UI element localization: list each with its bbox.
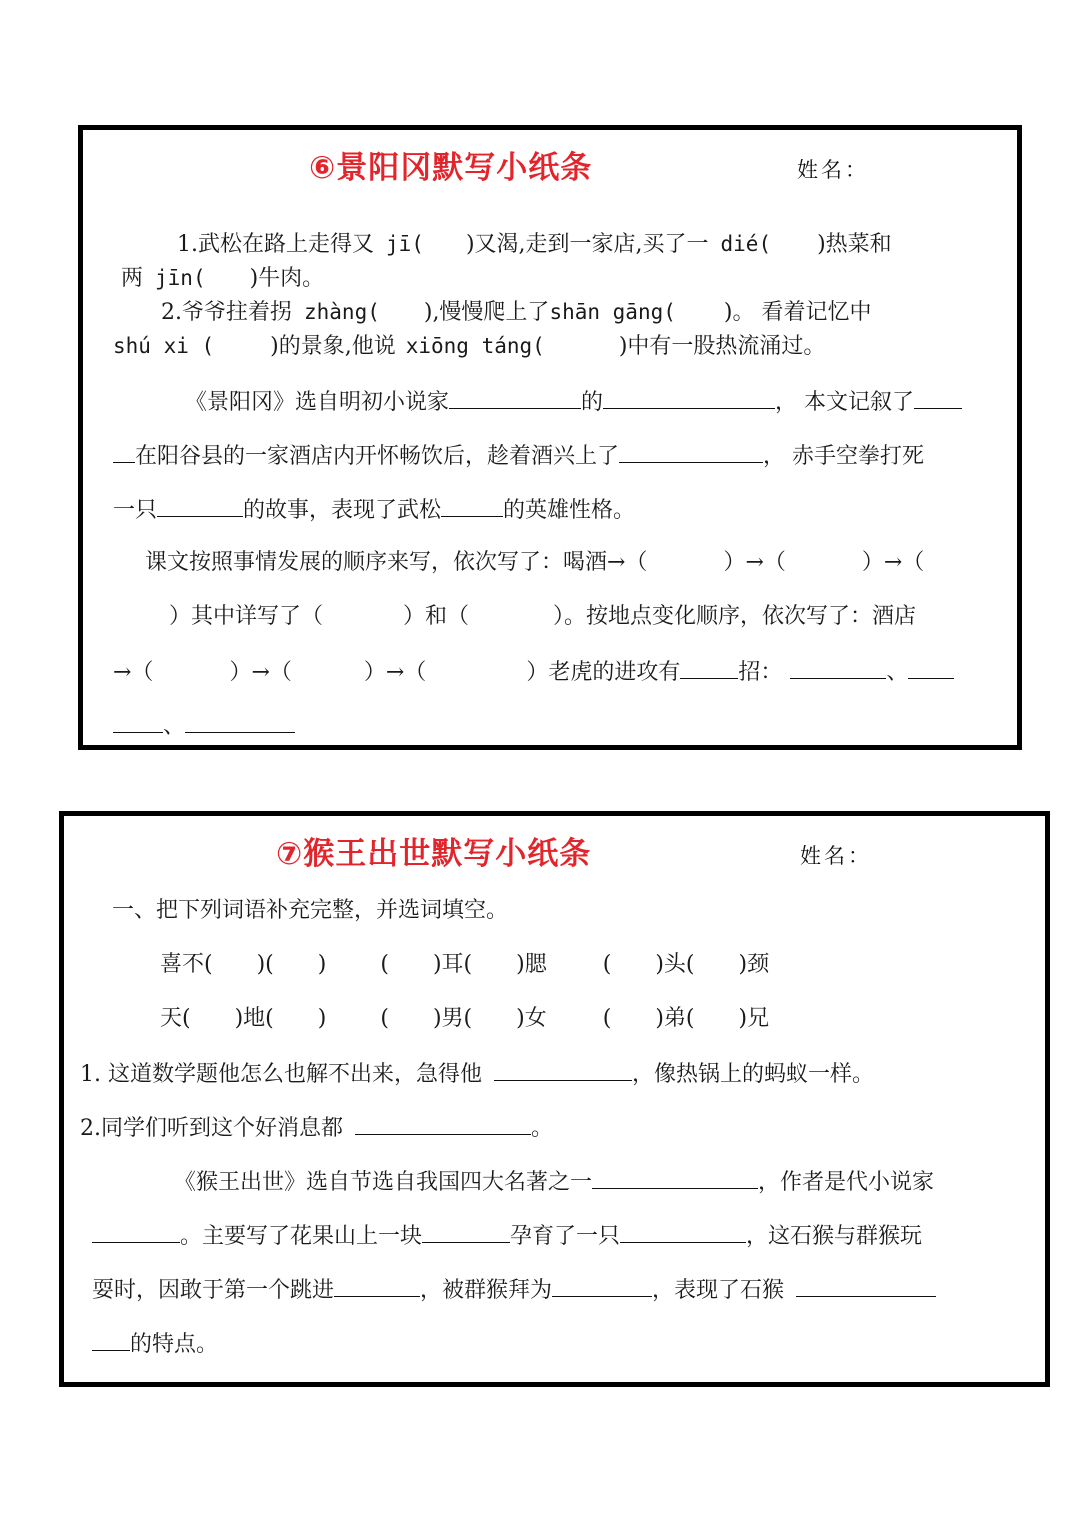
summary-line-6: →（ ）→（ ）→（ ）老虎的进攻有 招： 、 (113, 660, 954, 684)
fill-blank[interactable] (620, 1224, 746, 1243)
fill-blank[interactable] (157, 498, 243, 517)
summary-line-2: 在阳谷县的一家酒店内开怀畅饮后，趁着酒兴上了 ， 赤手空拳打死 (113, 444, 924, 468)
card-title: ⑥景阳冈默写小纸条 (309, 150, 593, 186)
idiom-row-2: 天( )地( ) ( )男( )女 ( )弟( )兄 (160, 1006, 770, 1031)
question-2-line-2: shú xi ( )的景象,他说 xiōng táng( )中有一股热流涌过。 (113, 334, 826, 359)
fill-blank[interactable] (619, 444, 763, 463)
fill-blank[interactable] (422, 1224, 510, 1243)
fill-blank[interactable] (113, 444, 135, 463)
pinyin: xiōng táng( (405, 334, 545, 358)
summary-line-1: 《猴王出世》选自节选自我国四大名著之一 ，作者是代小说家 (174, 1170, 935, 1195)
pinyin: shān gāng( (549, 300, 676, 324)
summary-line-3: 耍时，因敢于第一个跳进 ，被群猴拜为 ，表现了石猴 (92, 1278, 936, 1302)
section-heading: 一、把下列词语补充完整，并选词填空。 (112, 898, 509, 923)
fill-sentence-2: 2.同学们听到这个好消息都 。 (80, 1116, 554, 1141)
fill-blank[interactable] (441, 498, 503, 517)
summary-line-4: 课文按照事情发展的顺序来写，依次写了：喝酒→（ ）→（ ）→（ (145, 550, 925, 575)
summary-line-3: 一只 的故事，表现了武松 的英雄性格。 (113, 498, 636, 523)
fill-blank[interactable] (908, 660, 954, 679)
fill-blank[interactable] (592, 1170, 758, 1189)
card-title: ⑦猴王出世默写小纸条 (276, 836, 592, 872)
pinyin: dié( (720, 232, 772, 256)
fill-blank[interactable] (680, 660, 738, 679)
idiom-row-1: 喜不( )( ) ( )耳( )腮 ( )头( )颈 (160, 952, 770, 977)
question-1-line-1: 1.武松在路上走得又 jī( )又渴,走到一家店,买了一 dié( )热菜和 (177, 232, 892, 257)
fill-blank[interactable] (113, 714, 163, 733)
dictation-card-houwangchushi (59, 811, 1050, 1387)
fill-blank[interactable] (355, 1116, 531, 1135)
fill-blank[interactable] (494, 1062, 632, 1081)
pinyin: shú xi ( (113, 334, 215, 358)
fill-blank[interactable] (914, 390, 962, 409)
summary-line-2: 。主要写了花果山上一块 孕育了一只 ，这石猴与群猴玩 (92, 1224, 922, 1248)
dictation-card-jingyanggang (78, 125, 1022, 750)
summary-line-1: 《景阳冈》选自明初小说家 的 ， 本文记叙了 (185, 390, 962, 414)
name-label: 姓名： (797, 158, 869, 182)
summary-line-5: ）其中详写了（ ）和（ ）。按地点变化顺序，依次写了：酒店 (169, 604, 917, 629)
question-1-line-2: 两 jīn( )牛肉。 (121, 266, 325, 291)
fill-blank[interactable] (603, 390, 775, 409)
fill-sentence-1: 1. 这道数学题他怎么也解不出来，急得他 ，像热锅上的蚂蚁一样。 (80, 1062, 875, 1087)
fill-blank[interactable] (185, 714, 295, 733)
fill-blank[interactable] (92, 1224, 180, 1243)
fill-blank[interactable] (796, 1278, 936, 1297)
fill-blank[interactable] (552, 1278, 652, 1297)
fill-blank[interactable] (334, 1278, 420, 1297)
fill-blank[interactable] (790, 660, 886, 679)
name-label: 姓名： (800, 844, 872, 868)
fill-blank[interactable] (92, 1332, 130, 1351)
question-2-line-1: 2.爷爷拄着拐 zhàng( ),慢慢爬上了shān gāng( )。 看着记忆中 (161, 300, 872, 325)
summary-line-4: 的特点。 (92, 1332, 218, 1356)
summary-line-7: 、 (113, 714, 295, 738)
pinyin: jīn( (155, 266, 206, 290)
fill-blank[interactable] (449, 390, 581, 409)
pinyin: jī( (386, 232, 424, 256)
pinyin: zhàng( (304, 300, 380, 324)
